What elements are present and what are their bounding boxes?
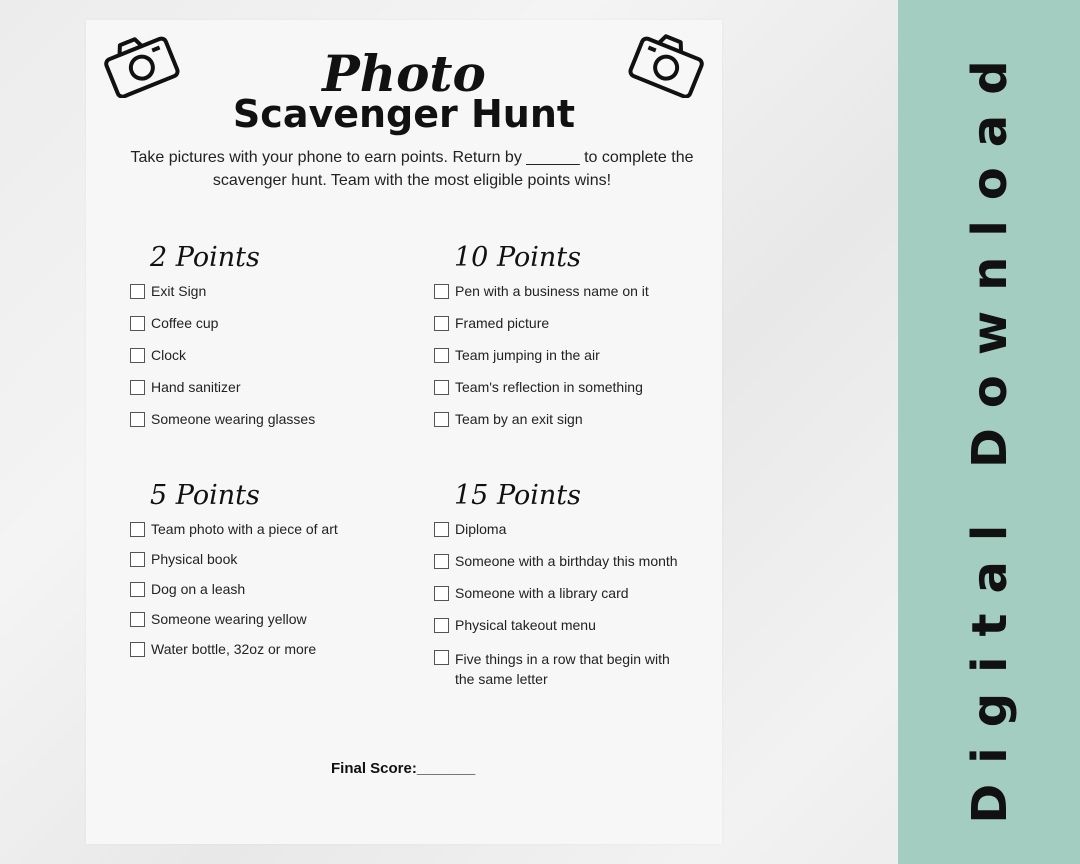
checkbox[interactable] bbox=[434, 348, 449, 363]
checkbox[interactable] bbox=[434, 412, 449, 427]
item-label: Exit Sign bbox=[151, 283, 207, 299]
instructions-line-1: Take pictures with your phone to earn points. Return by ______ to complete the bbox=[130, 149, 694, 166]
checkbox[interactable] bbox=[434, 284, 449, 299]
instructions-line-2: scavenger hunt. Team with the most eligible points wins! bbox=[212, 172, 612, 189]
item-label: Clock bbox=[151, 347, 187, 363]
checklist-item[interactable] bbox=[130, 379, 410, 395]
checklist-item[interactable] bbox=[130, 347, 410, 363]
item-label: Water bottle, 32oz or more bbox=[151, 641, 317, 657]
item-label: Framed picture bbox=[455, 315, 550, 331]
item-label: Dog on a leash bbox=[151, 581, 246, 597]
section-10-points bbox=[434, 242, 704, 427]
checkbox[interactable] bbox=[130, 552, 145, 567]
side-banner-text: Digital Download bbox=[962, 40, 1018, 824]
section-2-points bbox=[130, 242, 410, 427]
checkbox[interactable] bbox=[130, 316, 145, 331]
checklist-item[interactable] bbox=[130, 581, 410, 597]
checklist-item[interactable] bbox=[130, 521, 410, 537]
checklist-item[interactable] bbox=[434, 649, 680, 689]
item-label: Someone wearing yellow bbox=[151, 611, 307, 627]
checklist-item[interactable] bbox=[434, 283, 704, 299]
checklist-item[interactable] bbox=[130, 551, 410, 567]
final-score: Final Score:_______ bbox=[331, 760, 476, 777]
section-15-points bbox=[434, 480, 680, 689]
section-heading: 5 Points bbox=[150, 480, 260, 511]
scavenger-hunt-sheet bbox=[86, 20, 722, 844]
item-label: Physical takeout menu bbox=[455, 617, 596, 633]
checklist-item[interactable] bbox=[130, 611, 410, 627]
checkbox[interactable] bbox=[434, 380, 449, 395]
checklist-item[interactable] bbox=[130, 315, 410, 331]
checklist-item[interactable] bbox=[434, 617, 680, 633]
section-heading: 10 Points bbox=[454, 242, 581, 273]
item-label: Someone with a library card bbox=[455, 585, 629, 601]
checkbox[interactable] bbox=[130, 582, 145, 597]
item-label: Team jumping in the air bbox=[455, 347, 600, 363]
checklist-item[interactable] bbox=[434, 411, 704, 427]
section-heading: 2 Points bbox=[150, 242, 260, 273]
item-label: Hand sanitizer bbox=[151, 379, 241, 395]
item-label: Pen with a business name on it bbox=[455, 283, 649, 299]
checklist-item[interactable] bbox=[434, 521, 680, 537]
checklist-item[interactable] bbox=[434, 347, 704, 363]
instructions bbox=[116, 146, 708, 192]
section-5-points bbox=[130, 480, 410, 657]
item-label: Team's reflection in something bbox=[455, 379, 643, 395]
checklist-item[interactable] bbox=[434, 315, 704, 331]
item-label: Physical book bbox=[151, 551, 238, 567]
section-heading: 15 Points bbox=[454, 480, 581, 511]
checkbox[interactable] bbox=[434, 586, 449, 601]
item-label: Coffee cup bbox=[151, 315, 219, 331]
checkbox[interactable] bbox=[130, 522, 145, 537]
checkbox[interactable] bbox=[434, 316, 449, 331]
item-label: Team by an exit sign bbox=[455, 411, 583, 427]
checkbox[interactable] bbox=[130, 642, 145, 657]
item-label: Team photo with a piece of art bbox=[151, 521, 338, 537]
checklist-item[interactable] bbox=[130, 283, 410, 299]
title-script: Photo bbox=[322, 44, 486, 103]
checkbox[interactable] bbox=[434, 650, 449, 665]
checkbox[interactable] bbox=[434, 618, 449, 633]
checkbox[interactable] bbox=[130, 348, 145, 363]
item-label: Someone wearing glasses bbox=[151, 411, 316, 427]
checklist-item[interactable] bbox=[434, 379, 704, 395]
page-title: Scavenger Hunt bbox=[232, 92, 576, 136]
checkbox[interactable] bbox=[130, 412, 145, 427]
checkbox[interactable] bbox=[130, 612, 145, 627]
checklist-item[interactable] bbox=[130, 411, 410, 427]
checklist-item[interactable] bbox=[434, 553, 680, 569]
checklist-item[interactable] bbox=[130, 641, 410, 657]
checkbox[interactable] bbox=[434, 522, 449, 537]
checkbox[interactable] bbox=[130, 284, 145, 299]
checkbox[interactable] bbox=[130, 380, 145, 395]
checklist-item[interactable] bbox=[434, 585, 680, 601]
checkbox[interactable] bbox=[434, 554, 449, 569]
item-label: Five things in a row that begin with the same letter bbox=[455, 651, 670, 687]
item-label: Someone with a birthday this month bbox=[455, 553, 678, 569]
item-label: Diploma bbox=[455, 521, 507, 537]
